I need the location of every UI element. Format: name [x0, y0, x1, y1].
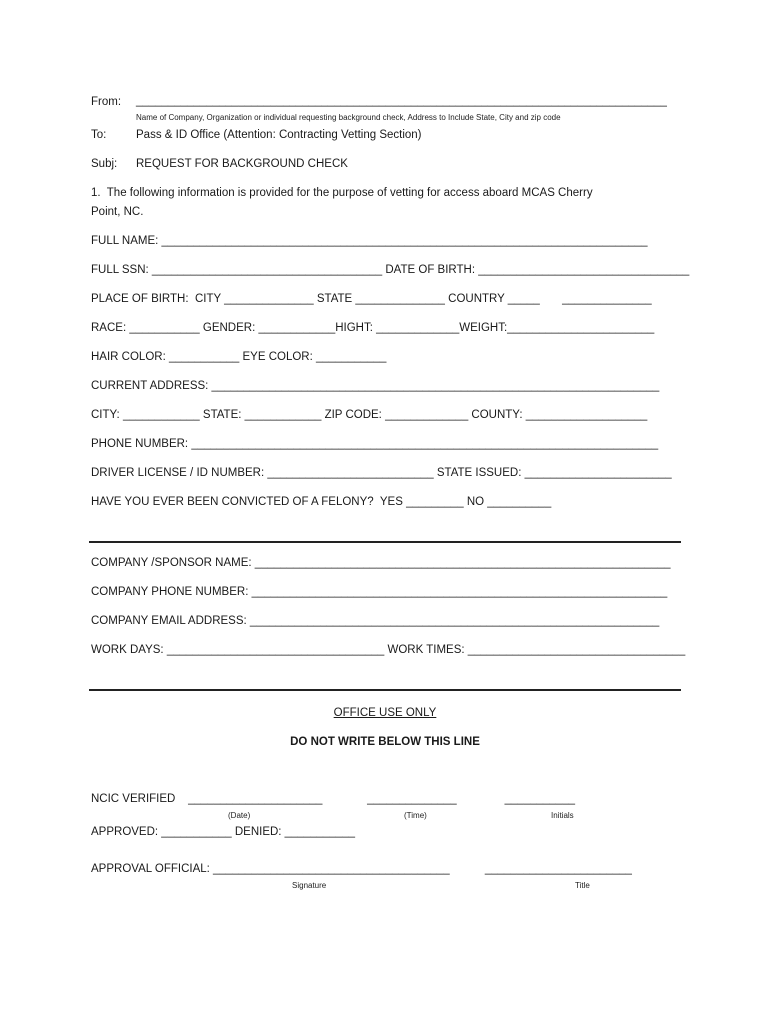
full-name-field[interactable]: FULL NAME: ____________________________________________________________________________	[91, 235, 648, 247]
subj-row	[91, 157, 348, 171]
subj-label: Subj:	[91, 158, 118, 170]
phone-field[interactable]: PHONE NUMBER: _________________________________________________________________________	[91, 438, 659, 450]
approval-official-field[interactable]: APPROVAL OFFICIAL: _____________________________________ _______________________	[91, 863, 632, 875]
section-divider	[89, 541, 681, 543]
to-value: Pass & ID Office (Attention: Contracting Vetting Section)	[136, 129, 422, 141]
time-hint: (Time)	[404, 811, 427, 820]
to-label: To:	[91, 129, 107, 141]
office-divider	[89, 689, 681, 691]
from-row	[91, 95, 667, 109]
initials-hint: Initials	[551, 811, 574, 820]
title-hint: Title	[575, 881, 590, 890]
intro-line-1: 1. The following information is provided for the purpose of vetting for access aboard MCAS Cherry	[91, 187, 593, 199]
intro-line-2: Point, NC.	[91, 206, 144, 218]
subj-value: REQUEST FOR BACKGROUND CHECK	[136, 158, 348, 170]
race-gender-field[interactable]: RACE: ___________ GENDER: ____________HIGHT: _____________WEIGHT:_______________________	[91, 322, 655, 334]
do-not-write-warning: DO NOT WRITE BELOW THIS LINE	[290, 736, 480, 748]
company-sponsor-field[interactable]: COMPANY /SPONSOR NAME: _________________________________________________________________	[91, 557, 671, 569]
company-email-field[interactable]: COMPANY EMAIL ADDRESS: ________________________________________________________________	[91, 615, 660, 627]
felony-field[interactable]: HAVE YOU EVER BEEN CONVICTED OF A FELONY? YES _________ NO __________	[91, 496, 552, 508]
license-field[interactable]: DRIVER LICENSE / ID NUMBER: __________________________ STATE ISSUED: _______________________	[91, 467, 672, 479]
birthplace-field[interactable]: PLACE OF BIRTH: CITY ______________ STATE ______________ COUNTRY _____ ______________	[91, 293, 652, 305]
company-phone-field[interactable]: COMPANY PHONE NUMBER: _________________________________________________________________	[91, 586, 668, 598]
signature-hint: Signature	[292, 881, 327, 890]
address-field[interactable]: CURRENT ADDRESS: ______________________________________________________________________	[91, 380, 660, 392]
from-label: From:	[91, 96, 122, 108]
hair-eye-field[interactable]: HAIR COLOR: ___________ EYE COLOR: ___________	[91, 351, 387, 363]
from-hint: Name of Company, Organization or individual requesting background check, Address to Include State, City and zip code	[136, 113, 561, 122]
approved-denied-field[interactable]: APPROVED: ___________ DENIED: ___________	[91, 826, 356, 838]
from-field[interactable]: ___________________________________________________________________________________	[136, 95, 667, 107]
ncic-verified-field[interactable]: NCIC VERIFIED _____________________ ______________ ___________	[91, 793, 575, 805]
date-hint: (Date)	[228, 811, 251, 820]
office-use-title: OFFICE USE ONLY	[333, 707, 437, 719]
city-state-field[interactable]: CITY: ____________ STATE: ____________ ZIP CODE: _____________ COUNTY: ___________________	[91, 409, 648, 421]
to-row	[91, 128, 422, 142]
work-days-times-field[interactable]: WORK DAYS: __________________________________ WORK TIMES: __________________________________	[91, 644, 686, 656]
ssn-dob-field[interactable]: FULL SSN: ____________________________________ DATE OF BIRTH: _________________________________	[91, 264, 690, 276]
